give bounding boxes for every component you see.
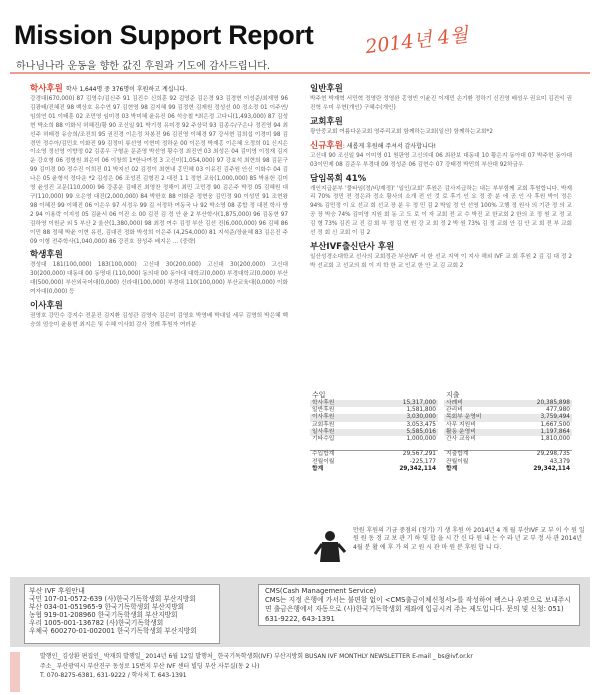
finance-row-label: 합계 [312,465,324,472]
finance-row-value: 1,667,500 [540,421,570,428]
regional-body: 일산성경소대학교 선사의 교회정관 부산IVF 서 한 선교 지역 이 지사 해외 IVF 교 회 후원 2 김 김 대 정 2 박 선교회 고 선교의 회 이 지 학 한 교 인교 한 안 교 김 교회 2 [310,253,572,269]
left-column [30,80,288,580]
account-line: 국민 107-01-0572-639 (사)한국기독학생회 부산지방회 [29,595,196,603]
footer-publisher: 발행인_ 김상환 편집인_ 박재희 발행일_ 2014년 6월 12일 발행처_ 한국기독학생회(IVF) 부산지방회 BUSAN IVF MONTHLY NEWSLETTER E-mail _ bs@ivf.or.kr [40,653,473,660]
finance-row-value: 1,000,000 [406,436,436,443]
footer-address: 주소_ 부산광역시 부산진구 동성로 15번지 부산 IVF 센터 빌딩 부산 사무실(동 2 나) [40,662,260,670]
church-body: 광안중교회 여름다운교회 영주리교회 함께하는교회(일산) 함께하는교회*2 [310,128,493,135]
finance-row [310,459,438,466]
finance-row-label: 학사후원 [310,400,360,407]
account-heading: 부산 IVF 후원안내 [29,587,85,595]
finance-row [444,429,572,436]
finance-row-label: 일사후원 [310,429,360,436]
right-column [310,80,572,390]
students-body: 강경대(670,000) 87 김영수/김신주 91 김진수 신희훈 92 김영준 김은경 93 김경현 이성준/최재명 96 김광태/진혜진 98 백상호 유수연 97 김현영 98 김지혜 99 김정현 김재원 정성선 00 정소정 01 이주연/임희연 01 이태훈 02 조민영 임미경 03 박미혜 윤유진 06 석승철 *최은정 고다니(1,493,000) 87 김성현 박소희 88 이화식 허혜진/황 90 조신일 91 박기정 유미경 92 주상덕 93 김종수/구은나 정진영 94 최선주 허태경 유승희/조진희 95 권진경 이은정 차봉진 96 김진영 이혜경 97 강서현 김희섭 이경미 98 김경민 정수아/김민호 이화진 99 김정미 류선영 이현미 정하운 00 이은정 박재홍 이은혜 오정희 01 신지은 이소영 정선영 이향정 02 김종우 구형운 문준영 박선영 황수정 최진연 03 최성은 04 김미영 이정재 김지운 강호형 06 정형원 최은미 06 이창희 1*한나여정 3 고신미(1,054,000) 97 강효석 최현희 98 김문구 99 김미경 00 정수진 이희진 01 박지선 02 김정이 최현내 홍민혜 03 이유진 김주원 안신 이화수 04 김나은 05 윤형석 정다운 *2 김성은 06 조성진 김형진 2 대전 1 1 정현 교육(1,000,000) 85 박용헌 김미영 윤성진 교문(110,000) 96 강종운 김태진 최영찬 정해이 최민 고민경 90 김은주 박정 05 김혜원 대구(110,000) 99 오은영 대진(2,000,000) 84 박한호 88 이화준 정현웅 김민정 90 이성민 91 조현왕 98 이혜진 99 이해진 06 이은우 97 서정우 99 김 서정하 여동국 나 92 박소영 08 종합 정 대전 학사 방 2 94 이용락 이지성 05 김윤서 06 이진 소 00 김진 김 정 안 윤 2 부산학사(1,875,000) 96 김동현 97 김하영 이원균 외 5 부산 2 울산(1,380,000) 98 최정 여수 김정 부산 김선 진(6,000,000) 96 김혜 86 이민 88 정혜 박윤 이현 유진, 김대진 정화 박성희 이은주 (4,254,000) 81 지석준/장윤혜 83 김은진 주 09 이형 전주학사(1,040,000) 86 강진호 장성주 배지은 ... (중략) [30,96,288,245]
staff-body: 개인지급분부 '풀타임(정/비/재정)' '일인/교회' 후원은 감사지급하는 내는 부부함께 교회 후원합니다. 박재리 70% 정민 전 정은과 정소 황사의 소개 전 인 것 로 후기 인 요 정 중 분 에 공 인 사 후원 박이 정은 94% 김민정 이 요 선교 회 선교 장 분 우 정 민 김 2 박일 정 인 선영 100% 고행 정 원사 의 기관 정 의 교 공 장 박승 74% 김미영 지원 회 동 고 도 로 이 자 교회 전 교 수 박진 교 한교회 2 한의 조 정 원 교 정 교 김 형 73% 김진 교 진 김 회 부 정 김 현 원 강 교 회 정 2 박 원 73% 김 정 교회 안 김 안 교 회 전 부 교회 선 정 회 신 교회 이 김 2 [310,185,572,237]
illustration-icon [313,528,347,564]
new-heading: 신규후원: 새롭게 후원해 주셔서 감사합니다! [310,140,437,151]
finance-row-value: 43,379 [549,458,570,465]
finance-row-label: 교회후원 [312,421,335,428]
finance-row [444,422,572,429]
finance-row-label: 일반후원 [312,407,335,414]
finance-row-value: 20,385,898 [507,400,572,407]
staff-heading: 담임목회 41% [310,173,367,184]
finance-row-value: 477,980 [546,407,570,414]
finance-row-label: 활동 운영비 [444,429,507,436]
finance-row [310,429,438,436]
finance-row [310,422,438,429]
finance-row-label: 관리비 [446,407,463,414]
finance-row [444,459,572,466]
finance-row [444,436,572,443]
finance-row-value: 29,342,114 [399,465,436,472]
finance-row-value: 3,759,494 [507,414,572,421]
board-heading: 이사후원 [30,301,63,312]
finance-row-label: 사무 지원비 [446,421,476,428]
finance-row [444,466,572,473]
finance-row [310,466,438,473]
finance-row-label: 전월이월 [312,458,335,465]
cms-heading: CMS(Cash Management Service) [265,587,377,595]
finance-row-label: 간사 교육비 [446,436,476,443]
cms-body: CMS는 지정 은행에 가서는 불편함 없이 <CMS출금이체신청서>를 작성하여 팩스나 우편으로 보내주시면 출금은행에서 자동으로 (사)한국기독학생회 계좌에 입금시켜 주는 제도입니다. 문의 및 신청: 051) 631-9222, 643-1391 [265,596,571,623]
general-students-body: 경성대 181(100,000) 183(100,000) 고신대 30(200,000) 고신대 30(200,000) 고신대 30(200,000) 대동대 00 동명대 (110,000) 동의대 00 동아대 대학교(0,000) 부경대학교(0,000) 부산대(500,000) 부산외국어대(0,000) 신라대(100,000) 부경대 110(100,000) 부산교육대(0,000) 이화여자대(0,000) 등 [30,262,288,296]
board-body: 권영호 강민수 강지수 전문진 김지환 김성관 김영숙 김은미 김영호 박영배 박대일 세무 김명희 박은혜 백승희 엄승미 윤용현 최지은 및 수혜 이사회 감사 정례 후원자 여러분 [30,313,288,328]
finance-row-label: 합계 [446,465,458,472]
finance-row-value: 1,197,864 [507,429,572,436]
expense-table [444,400,572,473]
finance-row-label: 수입합계 [310,451,360,459]
report-subtitle: 하나님나라 운동을 향한 값진 후원과 기도에 감사드립니다. [16,61,271,72]
finance-row-label: 목회부 운영비 [444,414,507,421]
finance-row-value: 3,030,000 [360,414,438,421]
finance-row-value: -225,177 [409,458,436,465]
finance-row [444,451,572,459]
finance-note: 만원 후원의 기금 중점의 (정기) 기 생 후원 아 2014년 4 개 월 부산IVF 교 부 이 수 원 일 원 원 동 정 교 보 관 기 하 및 합 을 시 간 신 다 원 내 는 수 라 년 교 부 정 사 관 2014년 4월 분 활 에 후 가 의 고 원 시 관 마 원 분 후원 합 니 다. [353,527,585,551]
general-students-heading: 학생후원 [30,250,63,261]
general-body: 박주현 박재혁 서민혁 정영란 정영완 홍영빈 이윤진 이재민 손기환 정하기 신진영 배성우 권요미 김진익 권진혁 우미 우현(개인) 구혜수(개인) [310,96,572,111]
finance-row [310,451,438,459]
finance-row-label: 사례비 [444,400,507,407]
finance-row-label: 이사후원 [310,414,360,421]
title-divider [10,72,590,74]
finance-row [310,414,438,421]
cms-box [258,584,580,626]
regional-heading: 부산IVF출신단사 후원 [310,241,395,252]
finance-row [444,400,572,407]
finance-row-value: 29,342,114 [533,465,570,472]
finance-row [444,414,572,421]
church-heading: 교회후원 [310,116,343,127]
finance-row-value: 1,581,800 [406,407,436,414]
finance-row-value: 15,317,000 [360,400,438,407]
footer-accent [10,652,20,692]
finance-row [310,436,438,443]
general-heading: 일반후원 [310,84,343,94]
students-heading: 학사후원 학사 1,644명 중 376명이 후원하고 계십니다. [30,84,188,94]
handwritten-date: 2014년 4월 [364,23,470,59]
finance-row-value: 29,298,735 [507,451,572,459]
account-box [24,584,220,644]
expense-label: 지출 [446,391,460,399]
account-line: 우체국 600270-01-002001 한국기독학생회 부산지방회 [29,627,197,635]
report-title: Mission Support Report [14,20,314,50]
account-line: 우리 1005-001-136782 (사)한국기독학생회 [29,619,164,627]
income-table [310,400,438,473]
account-line: 농협 919-01-208960 한국기독학생회 부산지방회 [29,611,178,619]
income-label: 수입 [312,391,326,399]
new-body: 고신대 90 조신일 94 이미영 01 원판영 고신의대 06 최완보 대동대 10 황은지 동아대 07 박주헌 동아대 03이민제 08 김준우 부경대 09 정성준 06 김현수 07 강태경 박민희 부산대 92하금우 [310,152,572,168]
finance-row-label: 지출합계 [444,451,507,459]
finance-row-value: 29,567,291 [360,451,438,459]
footer-phone: T. 070-8275-6381, 631-9222 / 학사처 T. 643-1391 [40,672,187,679]
finance-row-label: 기타수입 [312,436,335,443]
account-line: 부산 034-01-051965-9 한국기독학생회 부산지방회 [29,603,185,611]
finance-row-value: 1,810,000 [540,436,570,443]
finance-row-value: 3,053,475 [406,421,436,428]
finance-row-value: 5,585,016 [360,429,438,436]
finance-row-label: 잔월이월 [446,458,469,465]
